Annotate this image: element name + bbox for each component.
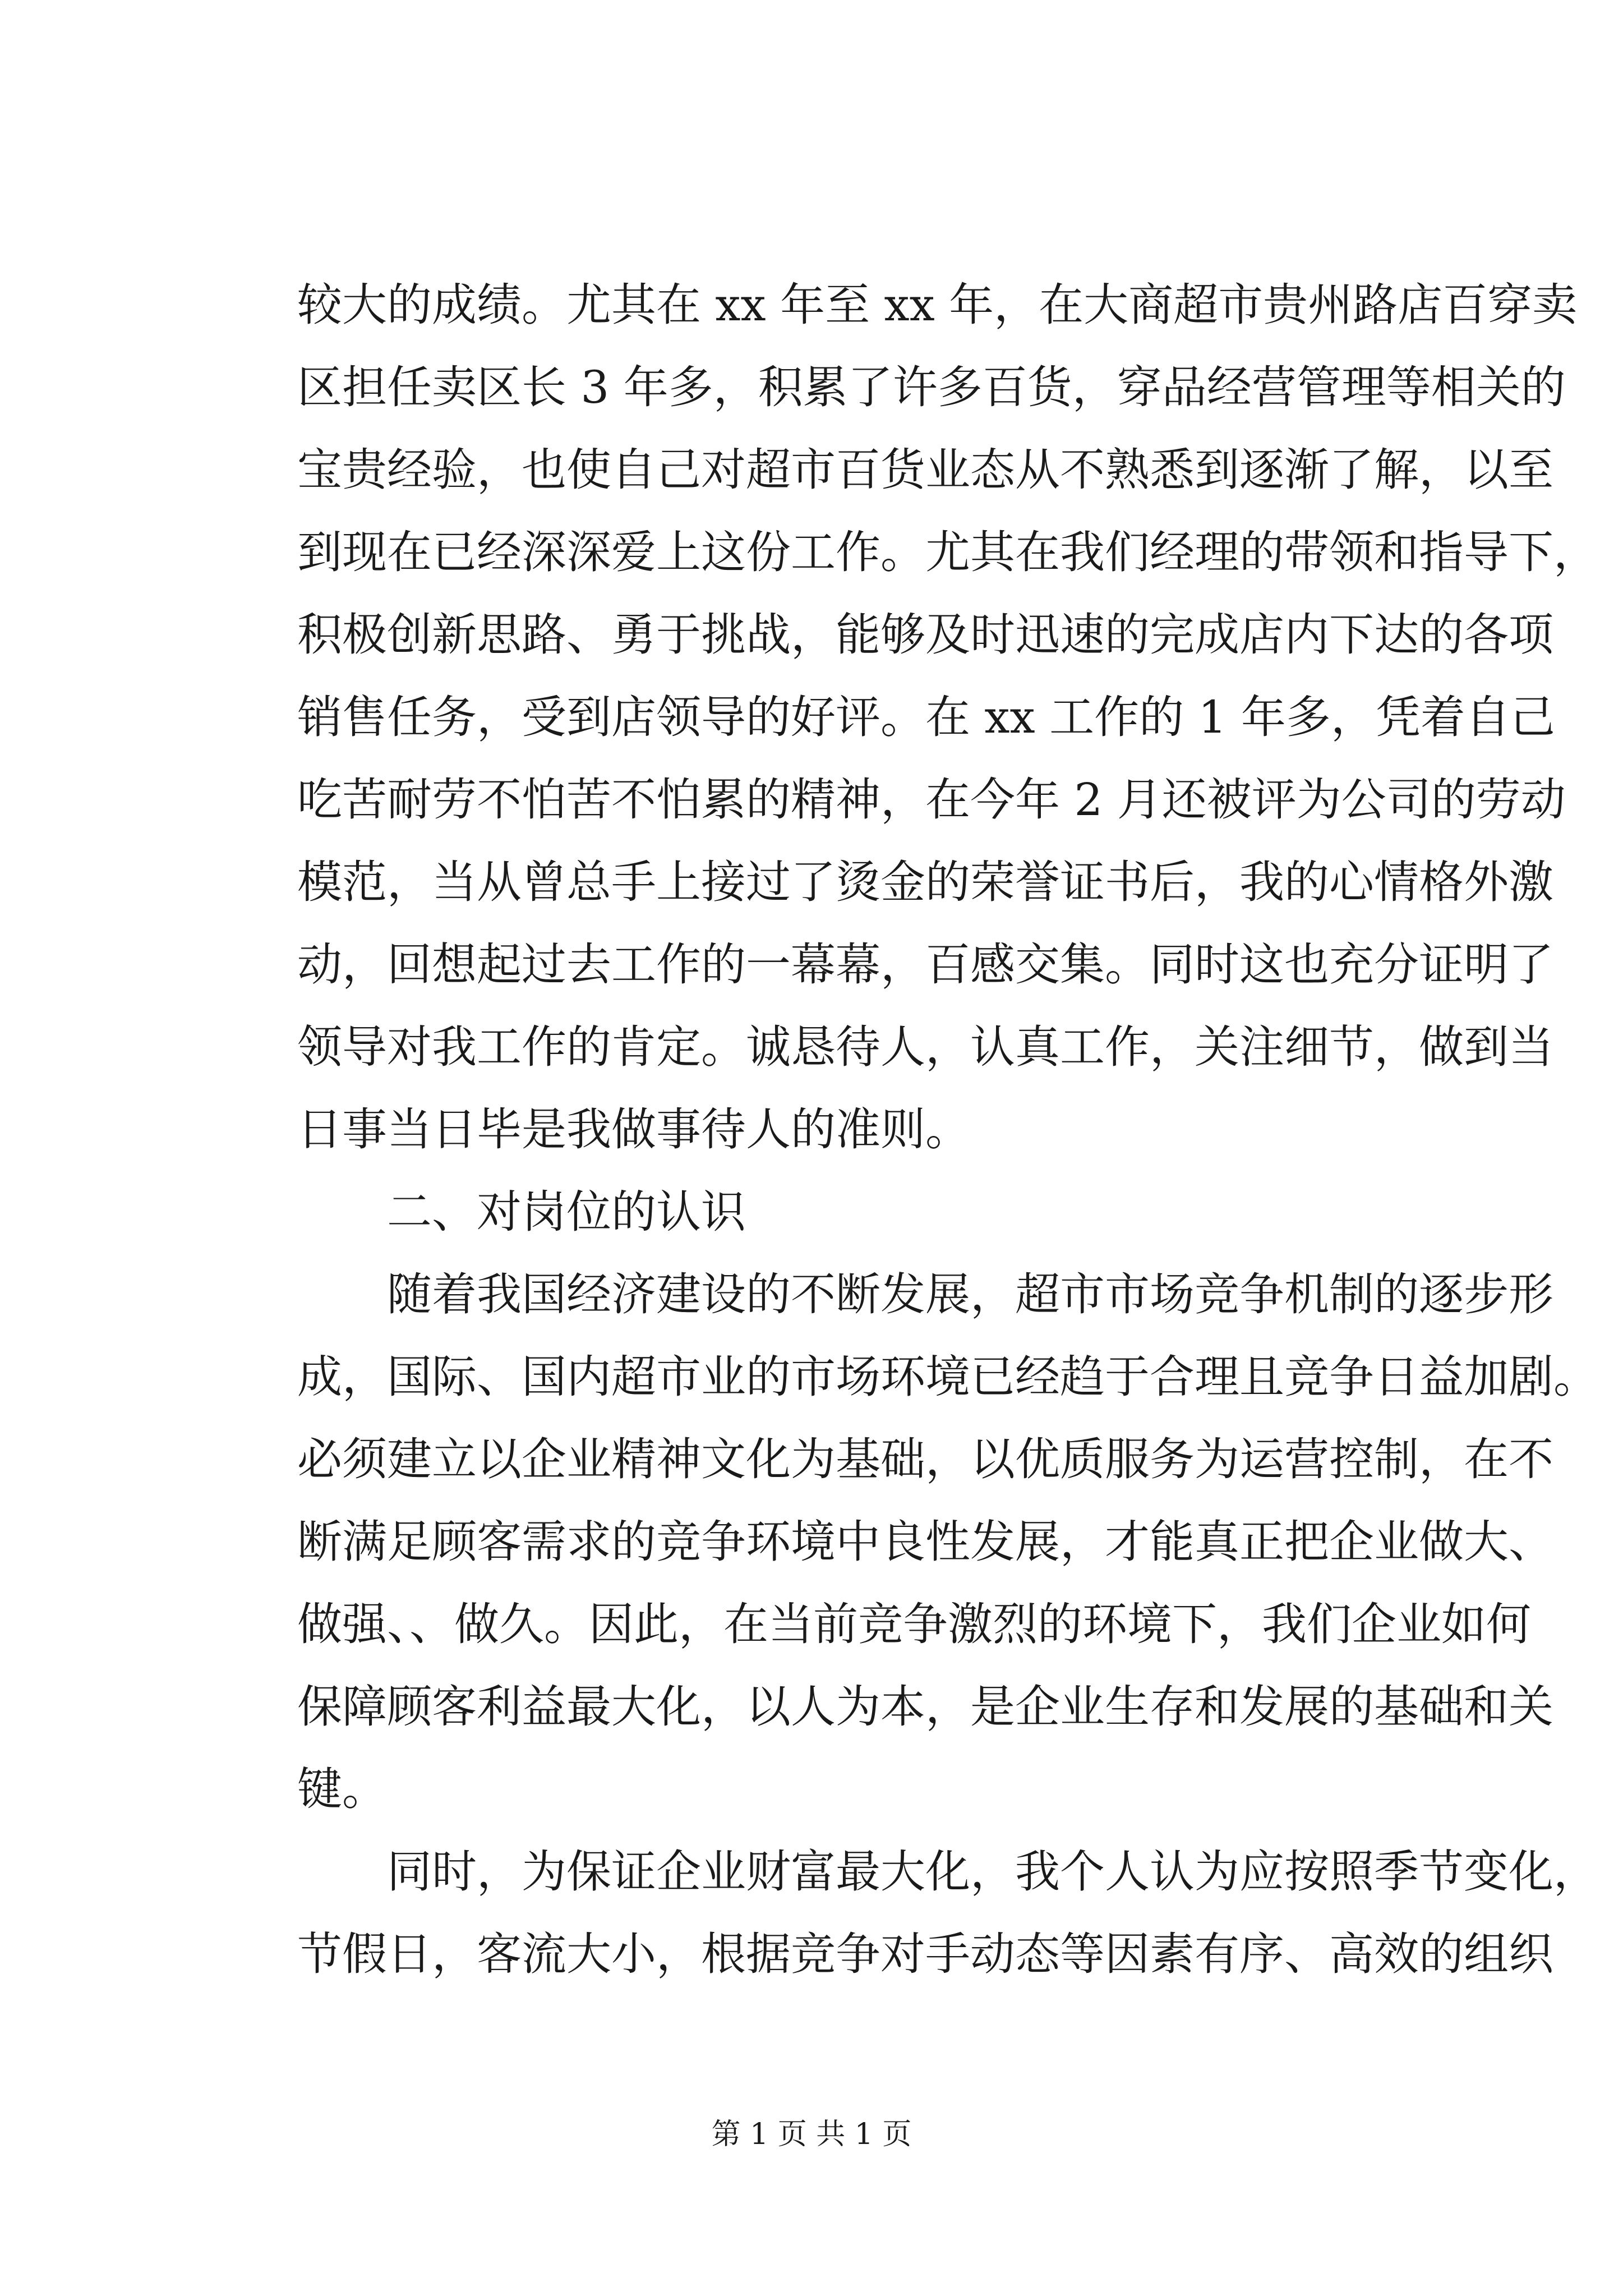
body-line: 销售任务，受到店领导的好评。在 xx 工作的 1 年多，凭着自己	[297, 691, 1555, 743]
section-heading: 二、对岗位的认识	[387, 1186, 746, 1238]
body-line: 断满足顾客需求的竞争环境中良性发展，才能真正把企业做大、	[297, 1516, 1553, 1568]
document-body	[297, 264, 1598, 1995]
body-line: 成，国际、国内超市业的市场环境已经趋于合理且竞争日益加剧。	[297, 1351, 1598, 1403]
body-line: 键。	[297, 1763, 387, 1815]
body-line: 日事当日毕是我做事待人的准则。	[297, 1103, 970, 1156]
body-line: 吃苦耐劳不怕苦不怕累的精神，在今年 2 月还被评为公司的劳动	[297, 774, 1566, 826]
body-line: 做强、、做久。因此，在当前竞争激烈的环境下，我们企业如何	[297, 1598, 1531, 1650]
body-line: 领导对我工作的肯定。诚恳待人，认真工作，关注细节，做到当	[297, 1021, 1553, 1073]
body-line: 动，回想起过去工作的一幕幕，百感交集。同时这也充分证明了	[297, 938, 1553, 991]
paragraph-first-line: 同时，为保证企业财富最大化，我个人认为应按照季节变化，	[387, 1846, 1598, 1898]
body-line: 区担任卖区长 3 年多，积累了许多百货，穿品经营管理等相关的	[297, 361, 1566, 413]
paragraph-first-line: 随着我国经济建设的不断发展，超市市场竞争机制的逐步形	[387, 1268, 1553, 1320]
body-line: 较大的成绩。尤其在 xx 年至 xx 年，在大商超市贵州路店百穿卖	[297, 279, 1578, 331]
body-line: 保障顾客利益最大化，以人为本，是企业生存和发展的基础和关	[297, 1681, 1553, 1733]
body-line: 积极创新思路、勇于挑战，能够及时迅速的完成店内下达的各项	[297, 609, 1553, 661]
body-line: 必须建立以企业精神文化为基础，以优质服务为运营控制，在不	[297, 1433, 1553, 1485]
page-footer: 第 1 页 共 1 页	[711, 2118, 912, 2151]
body-line: 宝贵经验，也使自己对超市百货业态从不熟悉到逐渐了解，以至	[297, 444, 1553, 496]
body-line: 节假日，客流大小，根据竞争对手动态等因素有序、高效的组织	[297, 1928, 1553, 1980]
body-line: 模范，当从曾总手上接过了烫金的荣誉证书后，我的心情格外激	[297, 856, 1553, 908]
body-line: 到现在已经深深爱上这份工作。尤其在我们经理的带领和指导下，	[297, 526, 1598, 578]
